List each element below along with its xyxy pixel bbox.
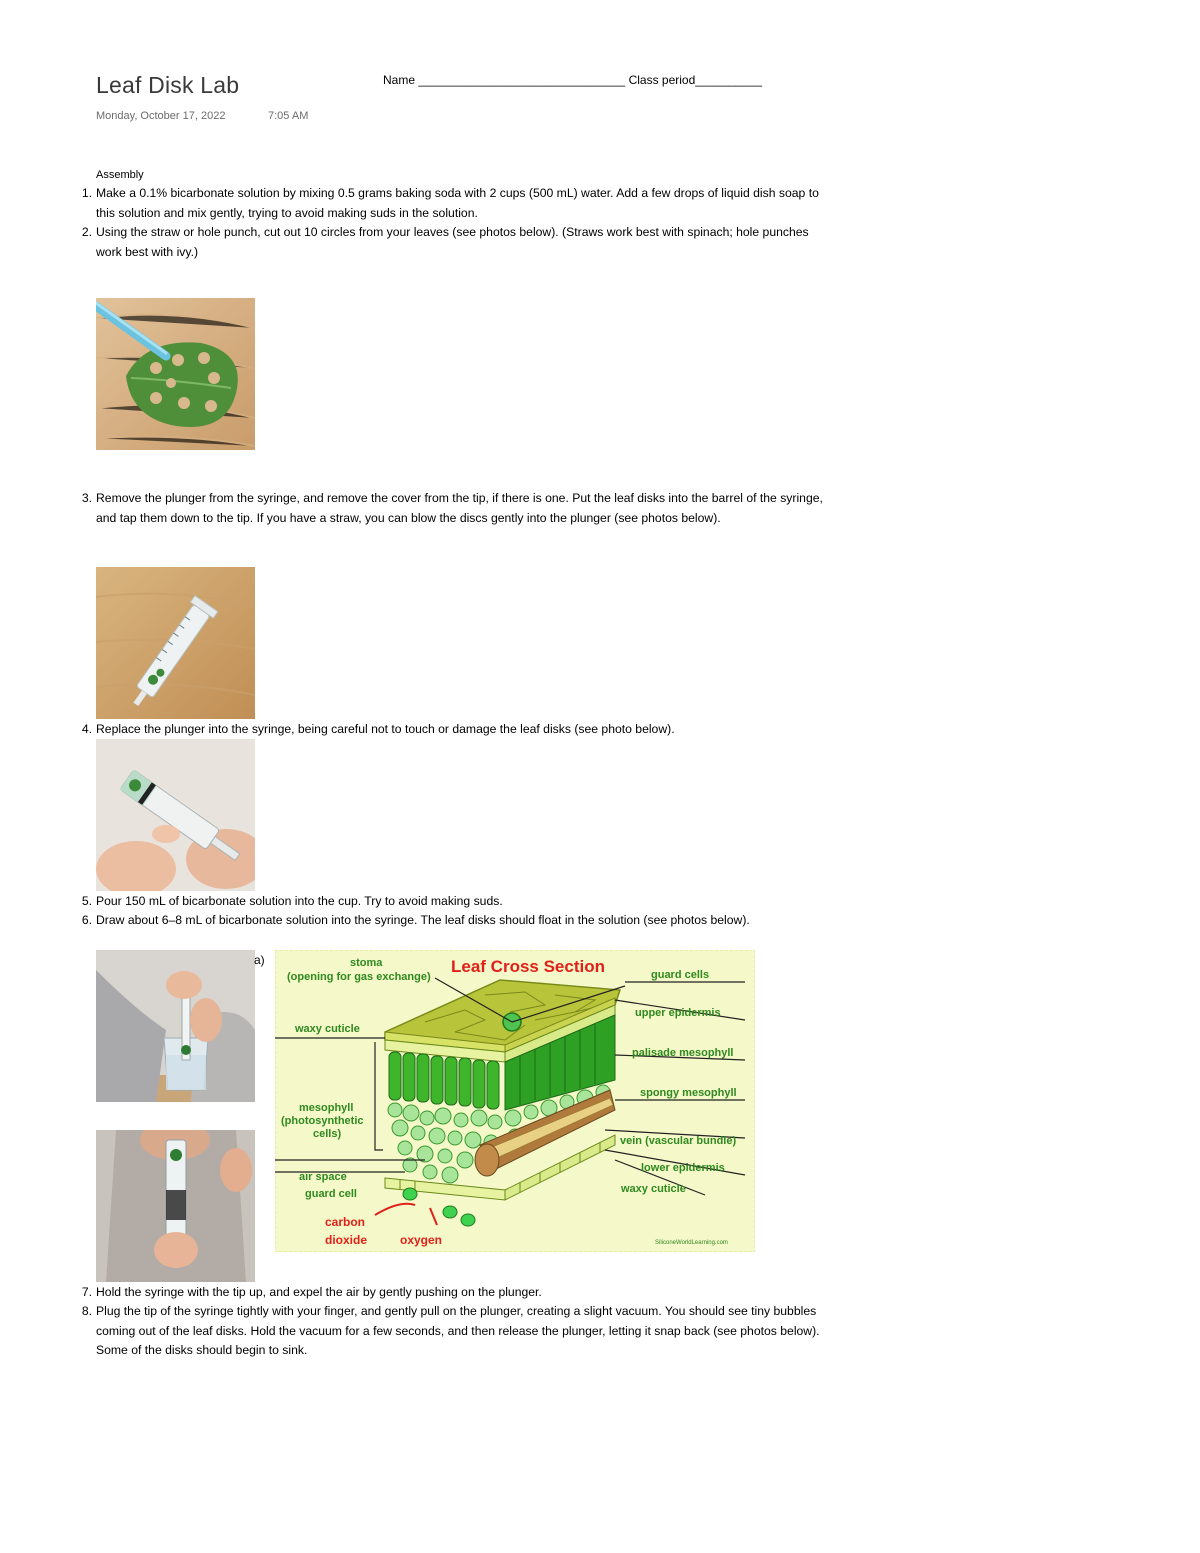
replace-plunger-photo [96, 739, 255, 891]
step-number: 4. [81, 722, 92, 736]
step-1 [81, 184, 826, 223]
step-number: 2. [81, 225, 92, 239]
label-spongy-mesophyll: spongy mesophyll [640, 1087, 737, 1099]
step-text: Hold the syringe with the tip up, and expel the air by gently pushing on the plunger. [96, 1285, 542, 1299]
step-3 [81, 489, 826, 528]
step-text: Remove the plunger from the syringe, and remove the cover from the tip, if there is one. Put the leaf disks into the barrel of the syringe, and tap them down to the tip. If you have a straw, you can blow the discs gently into the plunger (see photos below). [96, 491, 823, 525]
step-text: Draw about 6–8 mL of bicarbonate solution into the syringe. The leaf disks should float in the solution (see photos below). [96, 913, 750, 927]
page-title: Leaf Disk Lab [96, 72, 240, 98]
label-mesophyll-cells: cells) [313, 1128, 342, 1140]
leaf-cross-section-diagram [275, 950, 755, 1252]
step-2 [81, 223, 826, 262]
label-oxygen: oxygen [400, 1233, 443, 1247]
label-mesophyll-sub: (photosynthetic [281, 1115, 364, 1127]
label-guard-cell: guard cell [305, 1188, 357, 1200]
stray-text: a) [254, 953, 265, 967]
label-carbon: carbon [325, 1215, 366, 1229]
step-5 [81, 892, 826, 912]
step-8 [81, 1302, 826, 1361]
label-dioxide: dioxide [325, 1233, 368, 1247]
name-class-field: Name _______________________________ Class period__________ [383, 73, 763, 87]
section-heading: Assembly [96, 169, 144, 181]
step-text: Replace the plunger into the syringe, being careful not to touch or damage the leaf disks (see photo below). [96, 722, 675, 736]
label-vein: vein (vascular bundle) [620, 1135, 737, 1147]
label-palisade-mesophyll: palisade mesophyll [632, 1047, 734, 1059]
diagram-credit: SiliconeWorldLearning.com [655, 1240, 728, 1246]
step-number: 6. [81, 913, 92, 927]
page-date: Monday, October 17, 2022 [96, 110, 226, 122]
step-number: 5. [81, 894, 92, 908]
label-stoma: stoma [350, 957, 383, 969]
step-number: 7. [81, 1285, 92, 1299]
step-6 [81, 911, 826, 931]
label-waxy-cuticle-right: waxy cuticle [621, 1183, 686, 1195]
diagram-title: Leaf Cross Section [451, 957, 605, 976]
step-number: 8. [81, 1304, 92, 1318]
label-waxy-cuticle-left: waxy cuticle [295, 1023, 360, 1035]
cup-solution-photo [96, 950, 255, 1102]
label-upper-epidermis: upper epidermis [635, 1007, 721, 1019]
label-stoma-sub: (opening for gas exchange) [287, 971, 431, 983]
syringe-on-table-photo [96, 567, 255, 719]
step-text: Plug the tip of the syringe tightly with your finger, and gently pull on the plunger, creating a slight vacuum. You should see tiny bubbles coming out of the leaf disks. Hold the vacuum for a few seconds, and then release the plunger, letting it snap back (see photos below). Some of the disks should begin to sink. [96, 1304, 820, 1357]
label-mesophyll: mesophyll [299, 1102, 354, 1114]
label-air-space: air space [299, 1171, 347, 1183]
label-lower-epidermis: lower epidermis [641, 1162, 725, 1174]
step-text: Using the straw or hole punch, cut out 10 circles from your leaves (see photos below). (Straws work best with spinach; hole punches work best with ivy.) [96, 225, 809, 259]
step-text: Make a 0.1% bicarbonate solution by mixing 0.5 grams baking soda with 2 cups (500 mL) water. Add a few drops of liquid dish soap to this solution and mix gently, trying to avoid making suds in the solution. [96, 186, 819, 220]
step-text: Pour 150 mL of bicarbonate solution into the cup. Try to avoid making suds. [96, 894, 503, 908]
step-4 [81, 720, 826, 740]
step-number: 1. [81, 186, 92, 200]
draw-solution-photo [96, 1130, 255, 1282]
label-guard-cells: guard cells [651, 969, 710, 981]
step-7 [81, 1283, 826, 1303]
step-number: 3. [81, 491, 92, 505]
page-time: 7:05 AM [268, 110, 309, 122]
leaf-punch-photo [96, 298, 255, 450]
